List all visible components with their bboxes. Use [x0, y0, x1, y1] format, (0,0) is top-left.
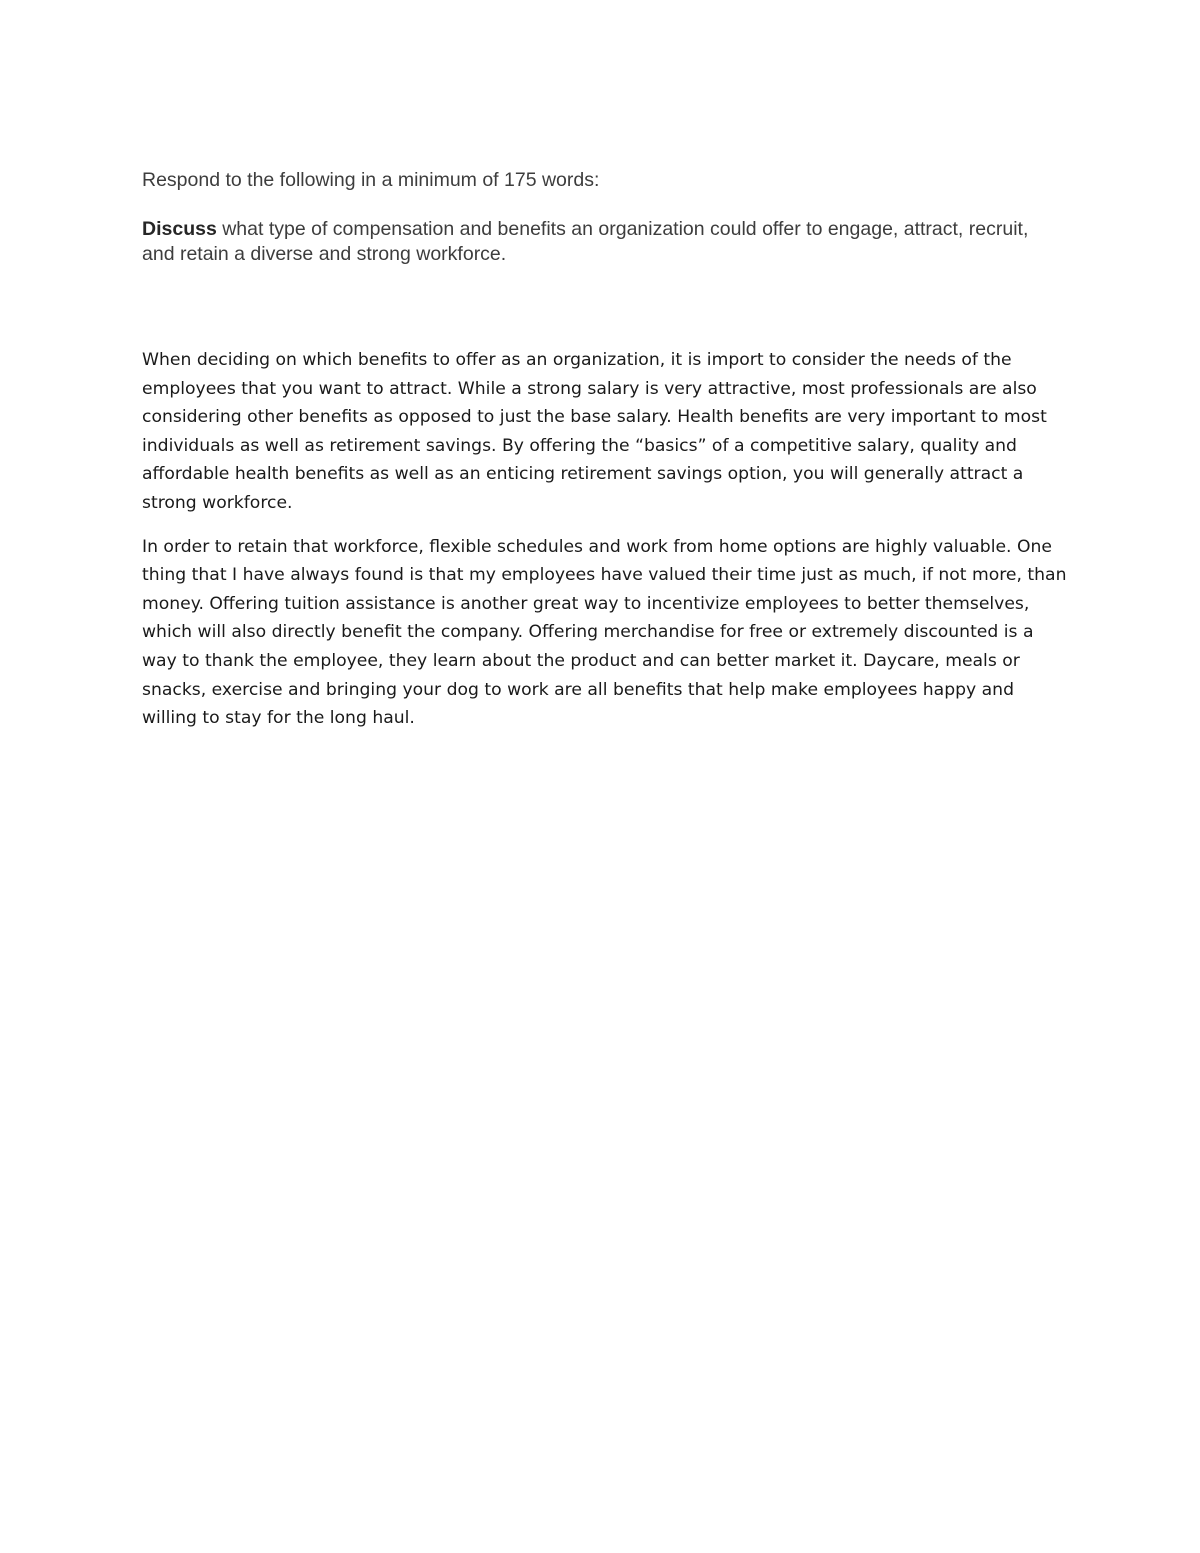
prompt-question-text: what type of compensation and benefits an organization could offer to engage, attract, recruit, and retain a diverse and strong workforce.	[142, 218, 1029, 265]
assignment-prompt	[142, 168, 1062, 267]
answer-body	[142, 346, 1072, 748]
prompt-question-verb: Discuss	[142, 218, 217, 240]
prompt-question	[142, 217, 1062, 267]
answer-paragraph-2: In order to retain that workforce, flexible schedules and work from home options are highly valuable. One thing that I have always found is that my employees have valued their time just as much, if not more, than money. Offering tuition assistance is another great way to incentivize employees to better themselves, which will also directly benefit the company. Offering merchandise for free or extremely discounted is a way to thank the employee, they learn about the product and can better market it. Daycare, meals or snacks, exercise and bringing your dog to work are all benefits that help make employees happy and willing to stay for the long haul.	[142, 536, 1067, 729]
answer-paragraph-1: When deciding on which benefits to offer as an organization, it is import to consider the needs of the employees that you want to attract. While a strong salary is very attractive, most professionals are also considering other benefits as opposed to just the base salary. Health benefits are very important to most individuals as well as retirement savings. By offering the “basics” of a competitive salary, quality and affordable health benefits as well as an enticing retirement savings option, you will generally attract a strong workforce.	[142, 350, 1047, 513]
prompt-instruction: Respond to the following in a minimum of 175 words:	[142, 169, 600, 191]
